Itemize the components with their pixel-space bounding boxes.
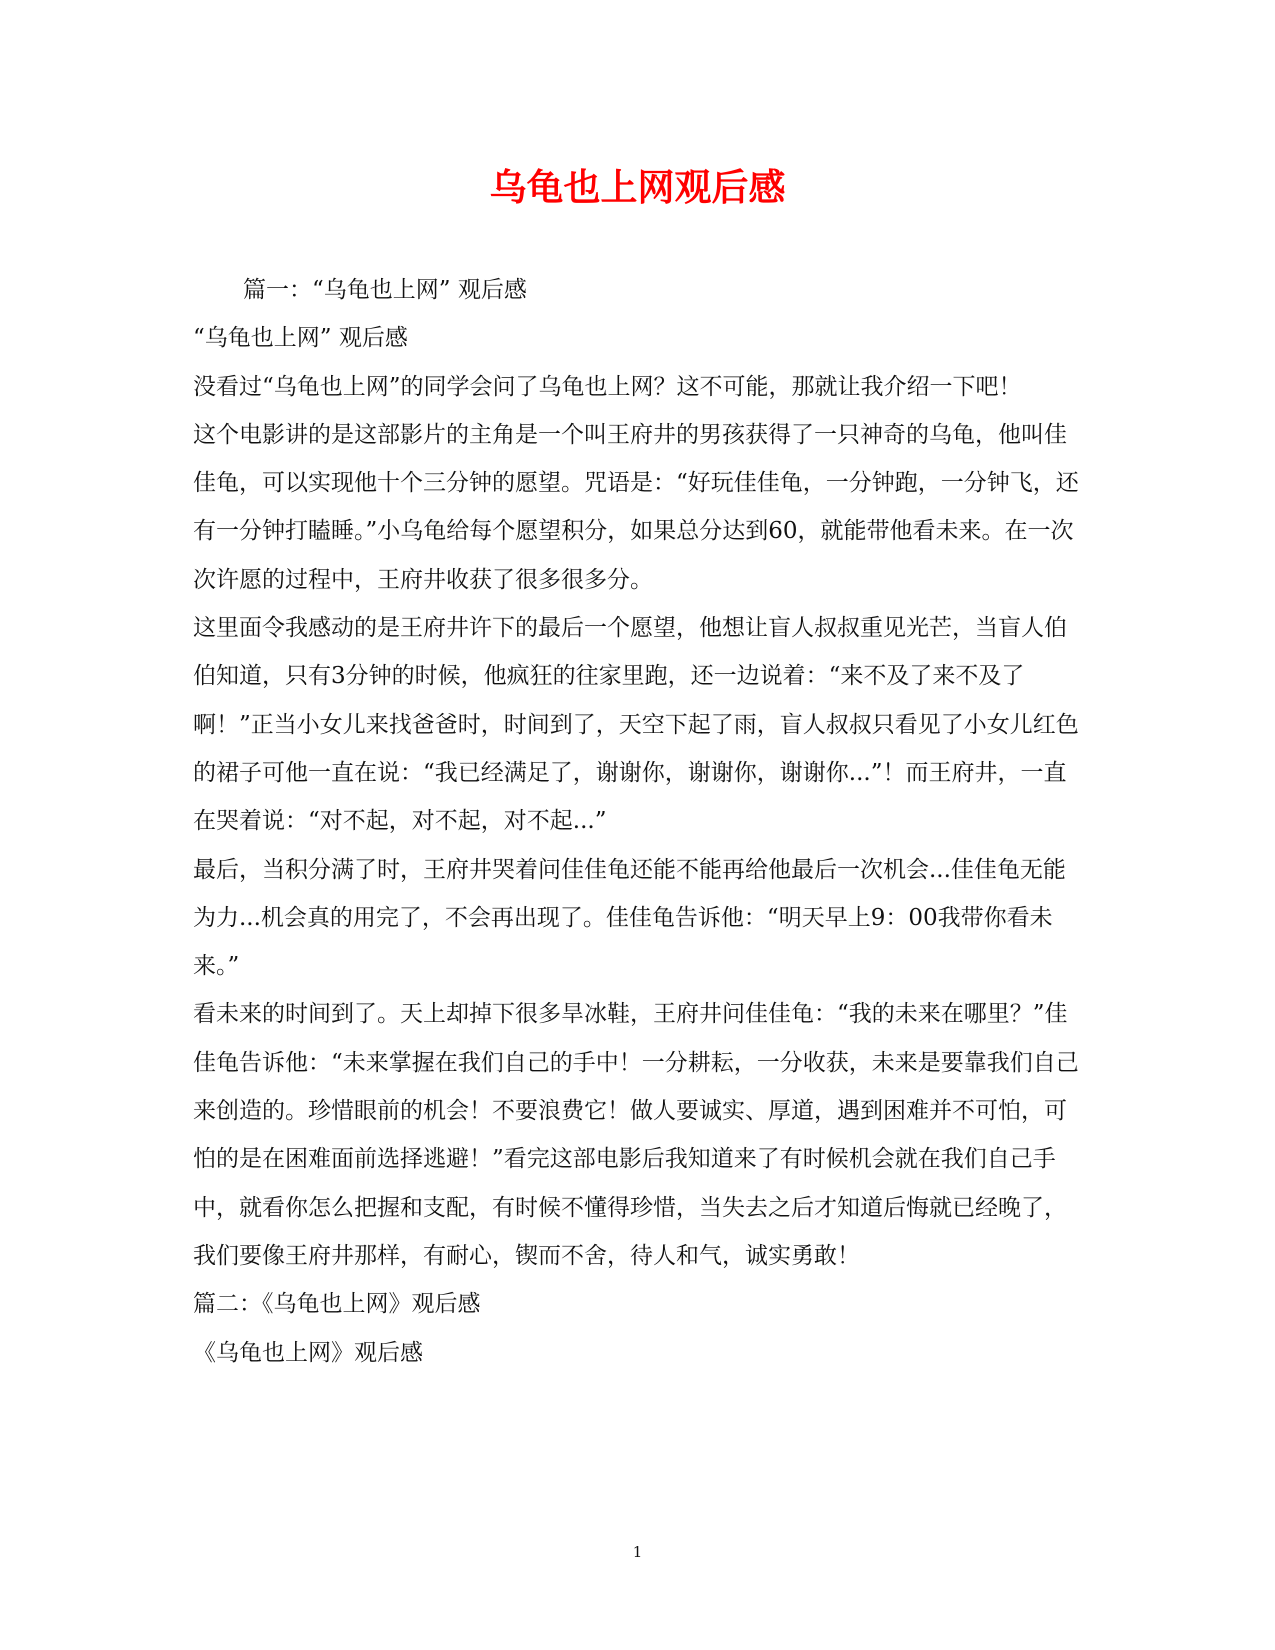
paragraph: 这里面令我感动的是王府井许下的最后一个愿望，他想让盲人叔叔重见光芒，当盲人伯伯知道，只有3分钟的时候，他疯狂的往家里跑，还一边说着：“来不及了来不及了啊！”正当小女儿来找爸爸时，时间到了，天空下起了雨，盲人叔叔只看见了小女儿红色的裙子可他一直在说：“我已经满足了，谢谢你，谢谢你，谢谢你...”！而王府井，一直在哭着说：“对不起，对不起，对不起...” bbox=[193, 615, 1079, 835]
section-heading-1: 篇一：“乌龟也上网” 观后感 bbox=[243, 277, 527, 303]
paragraph: 没看过“乌龟也上网”的同学会问了乌龟也上网？这不可能，那就让我介绍一下吧！ bbox=[193, 373, 1022, 400]
page-number: 1 bbox=[632, 1543, 643, 1561]
paragraph: “乌龟也上网” 观后感 bbox=[193, 325, 408, 352]
paragraph: 《乌龟也上网》观后感 bbox=[193, 1339, 423, 1366]
paragraph: 这个电影讲的是这部影片的主角是一个叫王府井的男孩获得了一只神奇的乌龟，他叫佳佳龟，可以实现他十个三分钟的愿望。咒语是：“好玩佳佳龟，一分钟跑，一分钟飞，还有一分钟打瞌睡。”小乌龟给每个愿望积分，如果总分达到60，就能带他看未来。在一次次许愿的过程中，王府井收获了很多很多分。 bbox=[193, 421, 1079, 593]
paragraph: 看未来的时间到了。天上却掉下很多旱冰鞋，王府井问佳佳龟：“我的未来在哪里？”佳佳龟告诉他：“未来掌握在我们自己的手中！一分耕耘，一分收获，未来是要靠我们自己来创造的。珍惜眼前的机会！不要浪费它！做人要诚实、厚道，遇到困难并不可怕，可怕的是在困难面前选择逃避！”看完这部电影后我知道来了有时候机会就在我们自己手中，就看你怎么把握和支配，有时候不懂得珍惜，当失去之后才知道后悔就已经晚了，我们要像王府井那样，有耐心，锲而不舍，待人和气，诚实勇敢！ bbox=[193, 1001, 1079, 1269]
document-body bbox=[193, 266, 1083, 1377]
section-heading-2: 篇二：《乌龟也上网》观后感 bbox=[193, 1291, 481, 1318]
paragraph: 最后，当积分满了时，王府井哭着问佳佳龟还能不能再给他最后一次机会...佳佳龟无能为力...机会真的用完了，不会再出现了。佳佳龟告诉他：“明天早上9：00我带你看未来。” bbox=[193, 856, 1066, 980]
page-title: 乌龟也上网观后感 bbox=[489, 165, 786, 209]
